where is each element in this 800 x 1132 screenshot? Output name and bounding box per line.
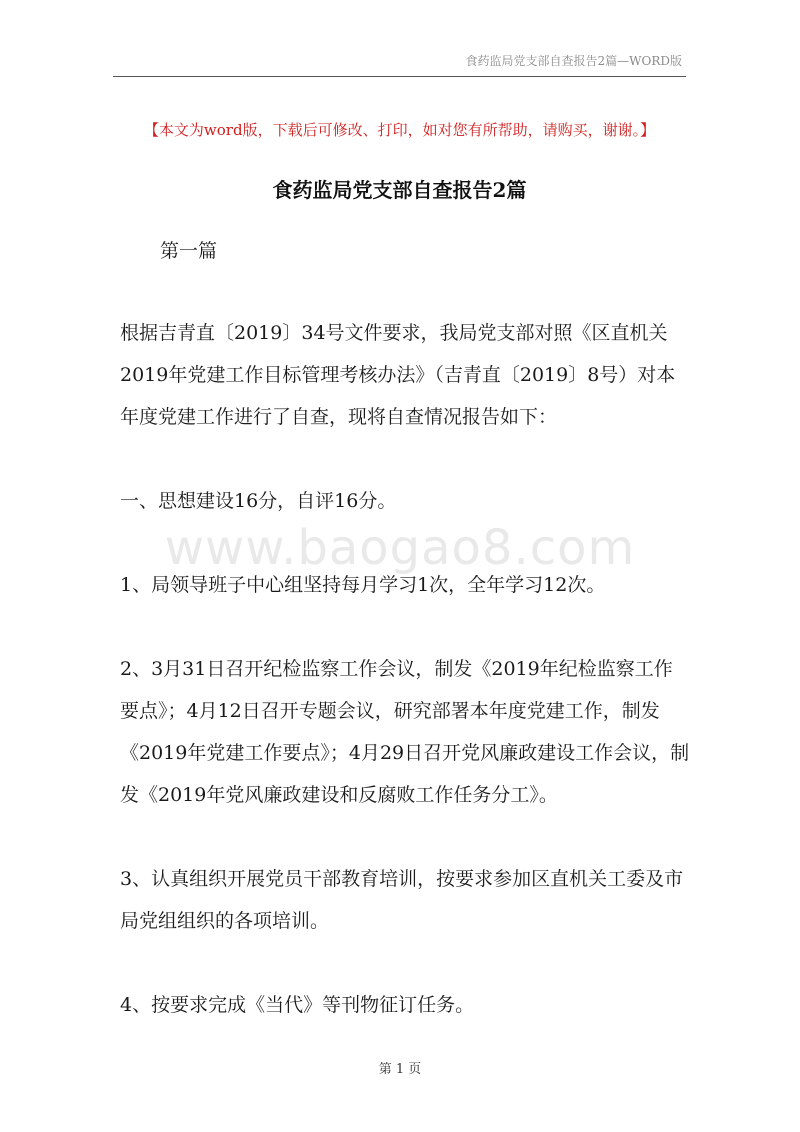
- page-number: 第 1 页: [378, 1062, 422, 1077]
- paragraph-item-1: 1、局领导班子中心组坚持每月学习1次，全年学习12次。: [120, 574, 606, 596]
- watermark: www.baogao8.com: [164, 520, 636, 576]
- page-header: 食药监局党支部自查报告2篇—WORD版: [465, 54, 682, 68]
- paragraph-item-2: 2、3月31日召开纪检监察工作会议，制发《2019年纪检监察工作要点》；4月12日召开专题会议，研究部署本年度党建工作，制发《2019年党建工作要点》；4月29日召开党风廉政建设工作会议，制发《2019年党风廉政建设和反腐败工作任务分工》。: [120, 658, 690, 806]
- paragraph-heading-ideology: 一、思想建设16分，自评16分。: [120, 490, 397, 512]
- section-label: 第一篇: [160, 240, 218, 262]
- paragraph-item-4: 4、按要求完成《当代》等刊物征订任务。: [120, 994, 475, 1016]
- document-title: 食药监局党支部自查报告2篇: [272, 178, 527, 202]
- paragraph-item-3: 3、认真组织开展党员干部教育培训，按要求参加区直机关工委及市局党组组织的各项培训。: [120, 868, 684, 932]
- header-divider: [113, 76, 686, 77]
- paragraph-intro: 根据吉青直〔2019〕34号文件要求，我局党支部对照《区直机关2019年党建工作目标管理考核办法》（吉青直〔2019〕8号）对本年度党建工作进行了自查，现将自查情况报告如下：: [120, 322, 676, 428]
- purchase-notice: 【本文为word版，下载后可修改、打印，如对您有所帮助，请购买，谢谢。】: [143, 121, 656, 139]
